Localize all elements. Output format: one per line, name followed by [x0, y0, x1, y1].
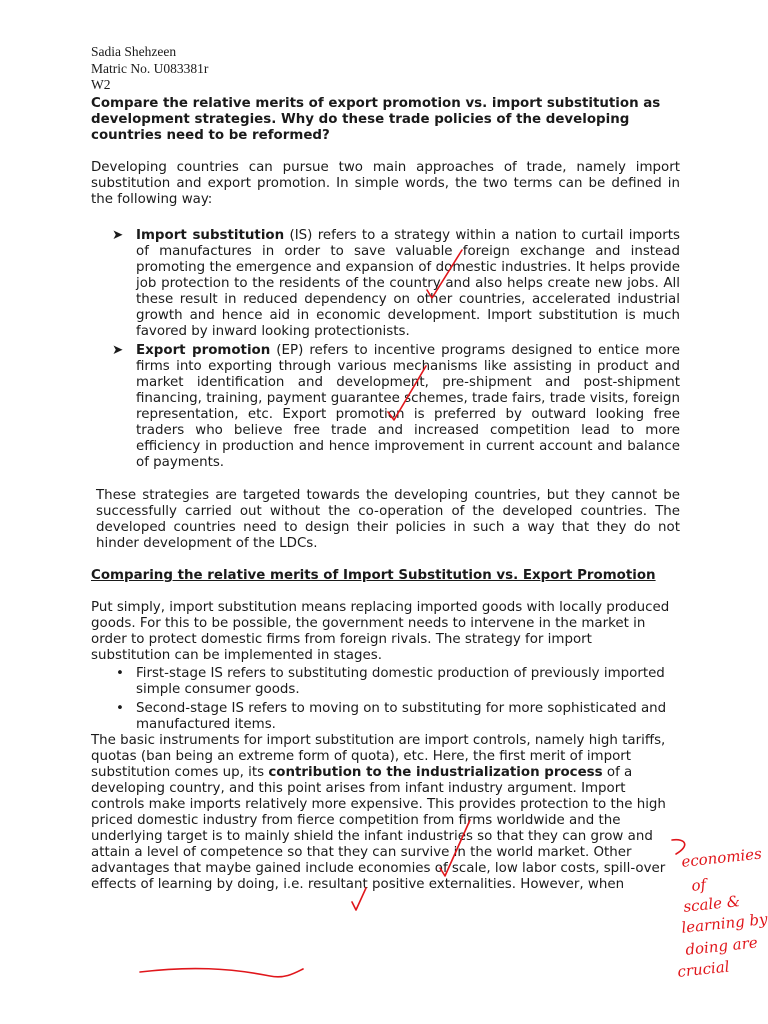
stage-item [112, 666, 672, 698]
instruments-bold-phrase: contribution to the industrialization process [268, 765, 603, 780]
handwritten-note-line: crucial [676, 957, 731, 981]
definition-text: (IS) refers to a strategy within a nation to curtail imports of manufactures in order to save valuable foreign exchange and instead promoting the emergence and expansion of domestic industries. It helps provide job protection to the residents of the country and also helps create new jobs. All these result in reduced dependency on other countries, accelerated industrial growth and hence aid in economic development. Import substitution is much favored by inward looking protectionists. [136, 228, 680, 339]
definition-import-substitution [112, 228, 680, 340]
instruments-text-after: of a developing country, and this point arises from infant industry argument. Import controls make imports relatively more expensive. This provides protection to the high priced domestic industry from fierce competition from firms worldwide and the underlying target is to mainly shield the infant industries so that they can grow and attain a level of competence so that they can survive in the world market. Other advantages that maybe gained include economies of scale, low labor costs, spill-over effects of learning by doing, i.e. resultant positive externalities. However, when [91, 765, 666, 892]
handwritten-note-line: scale & [682, 892, 741, 916]
student-header [91, 44, 208, 94]
arrow-bullet-icon: ➤ [112, 228, 124, 243]
stage-text: First-stage IS refers to substituting domestic production of previously imported simple consumer goods. [136, 666, 665, 697]
simply-paragraph: Put simply, import substitution means replacing imported goods with locally produced goods. For this to be possible, the government needs to intervene in the market in order to protect domestic firms from foreign rivals. The strategy for import substitution can be implemented in stages. [91, 600, 670, 663]
handwritten-note-line: doing are [684, 933, 759, 959]
strategies-paragraph: These strategies are targeted towards the developing countries, but they cannot be successfully carried out without the co-operation of the developed countries. The developed countries need to design their policies in such a way that they do not hinder development of the LDCs. [96, 488, 680, 551]
dot-bullet-icon: • [116, 701, 124, 716]
handwritten-note-line: economies [680, 844, 763, 871]
underline-stroke-icon [140, 969, 303, 977]
definition-export-promotion [112, 343, 680, 471]
handwritten-note-line: learning by [680, 909, 768, 937]
tutorial-group: W2 [91, 77, 111, 92]
instruments-text-before: The basic instruments for import substitution are import controls, namely high tariffs, quotas (ban being an extreme form of quota), etc. Here, the first merit of import substitution comes up, its [91, 733, 666, 780]
student-name: Sadia Shehzeen [91, 44, 177, 59]
essay-question: Compare the relative merits of export promotion vs. import substitution as development strategies. Why do these trade policies of the developing countries need to be reformed? [91, 96, 661, 143]
arrow-bullet-icon: ➤ [112, 343, 124, 358]
dot-bullet-icon: • [116, 666, 124, 681]
intro-paragraph: Developing countries can pursue two main approaches of trade, namely import substitution and export promotion. In simple words, the two terms can be defined in the following way: [91, 160, 680, 207]
definition-list [112, 228, 680, 474]
instruments-paragraph [91, 733, 681, 893]
definition-text: (EP) refers to incentive programs designed to entice more firms into exporting through various mechanisms like assisting in product and market identification and development, pre-shipment and post-shipment financing, training, payment guarantee schemes, trade fairs, trade visits, foreign representation, etc. Export promotion is preferred by outward looking free traders who believe free trade and increased competition lead to more efficiency in production and hence improvement in current account and balance of payments. [136, 343, 680, 470]
stage-text: Second-stage IS refers to moving on to substituting for more sophisticated and manufactured items. [136, 701, 667, 732]
matric-number: Matric No. U083381r [91, 60, 209, 76]
stage-item [112, 701, 672, 733]
stages-list [112, 666, 672, 736]
section-heading: Comparing the relative merits of Import Substitution vs. Export Promotion [91, 568, 656, 583]
handwritten-note-line: of [690, 875, 707, 895]
definition-term: Import substitution [136, 228, 285, 243]
definition-term: Export promotion [136, 343, 271, 358]
